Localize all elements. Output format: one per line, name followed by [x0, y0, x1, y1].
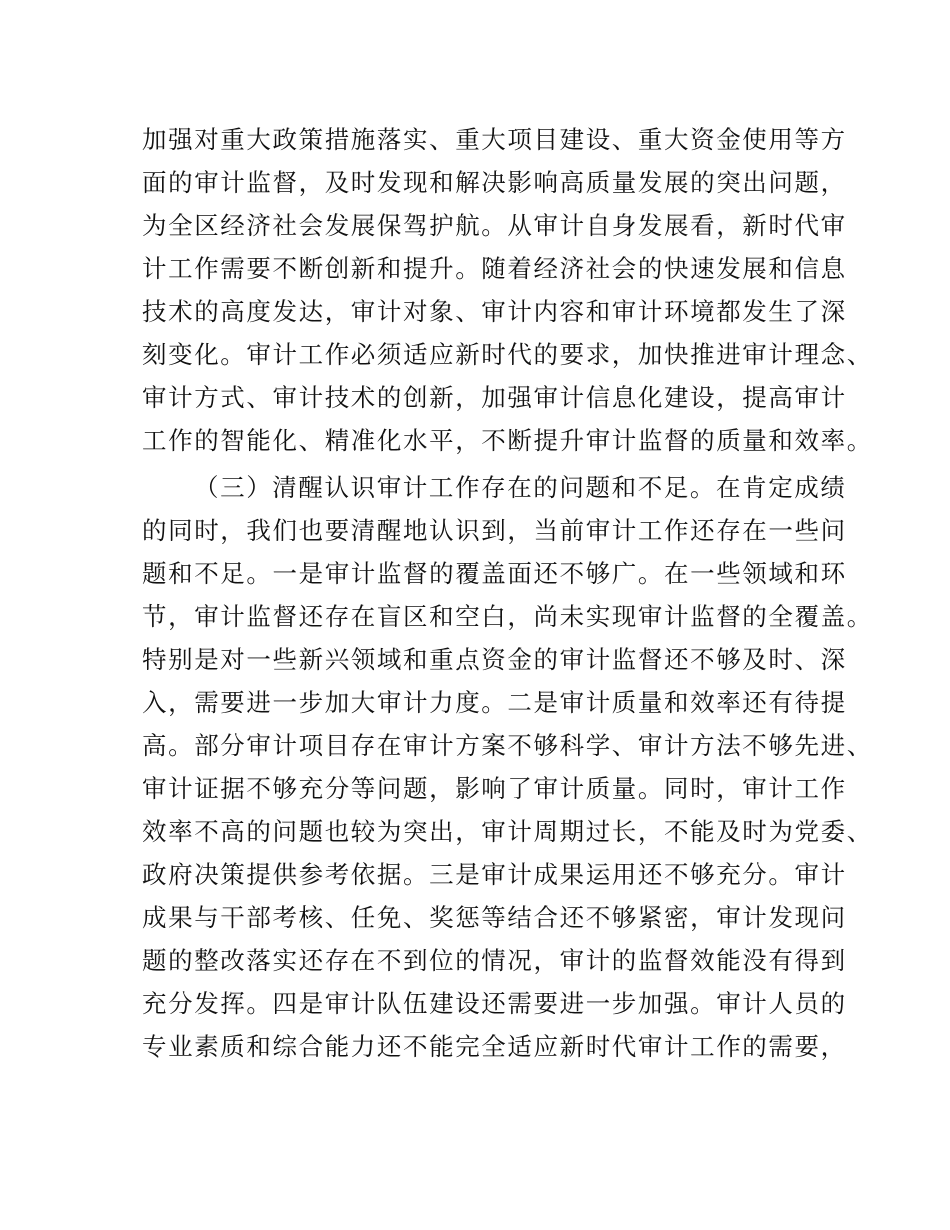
paragraph-line: 审计证据不够充分等问题，影响了审计质量。同时，审计工作 [142, 774, 847, 803]
paragraph-continued [142, 118, 873, 462]
section-heading-line: （三）清醒认识审计工作存在的问题和不足。在肯定成绩 [194, 473, 847, 502]
paragraph-line: 刻变化。审计工作必须适应新时代的要求，加快推进审计理念、 [142, 340, 873, 369]
paragraph-line: 工作的智能化、精准化水平，不断提升审计监督的质量和效率。 [142, 426, 873, 455]
paragraph-line: 审计方式、审计技术的创新，加强审计信息化建设，提高审计 [142, 383, 847, 412]
paragraph-line: 加强对重大政策措施落实、重大项目建设、重大资金使用等方 [142, 125, 847, 154]
paragraph-line: 充分发挥。四是审计队伍建设还需要进一步加强。审计人员的 [142, 989, 847, 1018]
paragraph-line: 题的整改落实还存在不到位的情况，审计的监督效能没有得到 [142, 946, 847, 975]
paragraph-line: 成果与干部考核、任免、奖惩等结合还不够紧密，审计发现问 [142, 903, 847, 932]
paragraph-line: 入，需要进一步加大审计力度。二是审计质量和效率还有待提 [142, 688, 847, 717]
paragraph-line: 专业素质和综合能力还不能完全适应新时代审计工作的需要， [142, 1032, 847, 1061]
paragraph-line: 技术的高度发达，审计对象、审计内容和审计环境都发生了深 [142, 297, 847, 326]
paragraph-line: 政府决策提供参考依据。三是审计成果运用还不够充分。审计 [142, 860, 847, 889]
paragraph-section-three [142, 466, 873, 1068]
paragraph-line: 题和不足。一是审计监督的覆盖面还不够广。在一些领域和环 [142, 559, 847, 588]
paragraph-line: 效率不高的问题也较为突出，审计周期过长，不能及时为党委、 [142, 817, 873, 846]
paragraph-line: 的同时，我们也要清醒地认识到，当前审计工作还存在一些问 [142, 516, 847, 545]
paragraph-line: 特别是对一些新兴领域和重点资金的审计监督还不够及时、深 [142, 645, 847, 674]
paragraph-line: 面的审计监督，及时发现和解决影响高质量发展的突出问题， [142, 168, 847, 197]
paragraph-line: 计工作需要不断创新和提升。随着经济社会的快速发展和信息 [142, 254, 847, 283]
paragraph-line: 为全区经济社会发展保驾护航。从审计自身发展看，新时代审 [142, 211, 847, 240]
document-body [142, 118, 873, 1068]
paragraph-line: 节，审计监督还存在盲区和空白，尚未实现审计监督的全覆盖。 [142, 602, 873, 631]
paragraph-line: 高。部分审计项目存在审计方案不够科学、审计方法不够先进、 [142, 731, 873, 760]
